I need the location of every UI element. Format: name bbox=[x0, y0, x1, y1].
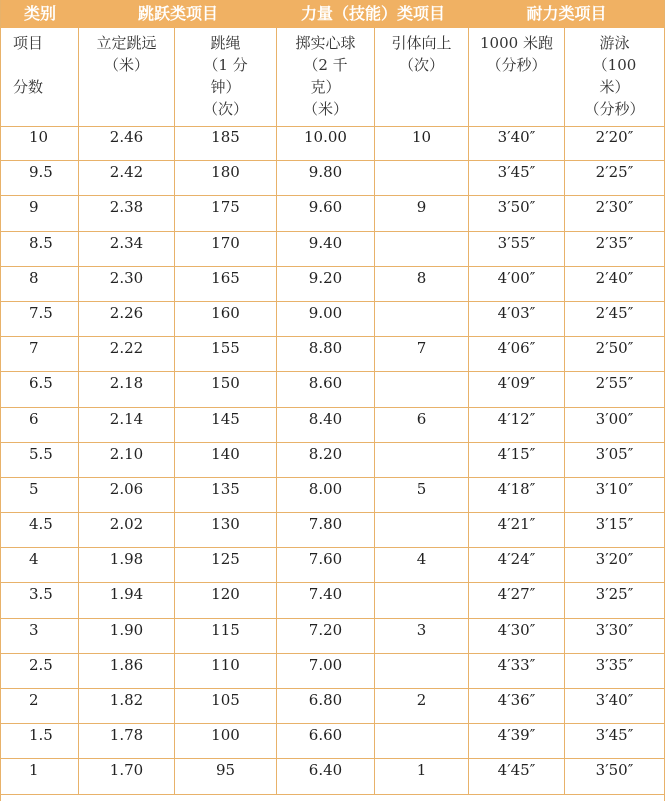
cell-medicine-ball: 6.80 bbox=[277, 689, 375, 723]
cell-1000m-run: 4′33″ bbox=[469, 654, 565, 688]
cell-pull-up: 7 bbox=[375, 337, 469, 371]
header-line: （1 分 bbox=[203, 56, 248, 74]
cell-score: 6 bbox=[1, 408, 79, 442]
cell-rope: 135 bbox=[175, 478, 277, 512]
cell-swim: 3′00″ bbox=[595, 409, 634, 428]
cell-1000m-run: 4′15″ bbox=[469, 443, 565, 477]
cell-swim: 3′25″ bbox=[595, 585, 634, 604]
cell-medicine-ball: 6.40 bbox=[277, 759, 375, 793]
header-line: 钟） bbox=[210, 78, 241, 96]
cell-1000m-run: 4′00″ bbox=[469, 267, 565, 301]
cell-standing-jump: 1.78 bbox=[79, 724, 175, 758]
cell-medicine-ball: 8.80 bbox=[277, 337, 375, 371]
cell-score: 4.5 bbox=[1, 513, 79, 547]
table-row bbox=[1, 654, 664, 689]
cell-swim: 2′40″ bbox=[595, 268, 634, 287]
cell-swim: 2′55″ bbox=[595, 374, 634, 393]
header-line: 掷实心球 bbox=[295, 34, 356, 52]
table-row bbox=[1, 619, 664, 654]
table-row bbox=[1, 478, 664, 513]
cell-pull-up bbox=[375, 724, 469, 758]
cell-swim: 3′35″ bbox=[595, 655, 634, 674]
cell-swim: 3′45″ bbox=[595, 726, 634, 745]
table-row bbox=[1, 232, 664, 267]
cell-rope: 160 bbox=[175, 302, 277, 336]
cell-pull-up bbox=[375, 161, 469, 195]
cell-swim: 3′50″ bbox=[595, 761, 634, 780]
cell-pull-up bbox=[375, 302, 469, 336]
cell-1000m-run: 4′18″ bbox=[469, 478, 565, 512]
cell-score: 5 bbox=[1, 478, 79, 512]
cell-score: 5.5 bbox=[1, 443, 79, 477]
cell-1000m-run: 4′45″ bbox=[469, 759, 565, 793]
cell-standing-jump: 2.02 bbox=[79, 513, 175, 547]
cell-swim: 2′30″ bbox=[595, 198, 634, 217]
header-score-label: 分数 bbox=[13, 78, 44, 96]
column-header-row bbox=[1, 28, 664, 127]
cell-pull-up: 1 bbox=[375, 759, 469, 793]
table-row bbox=[1, 548, 664, 583]
cell-pull-up: 6 bbox=[375, 408, 469, 442]
cell-pull-up bbox=[375, 654, 469, 688]
table-row bbox=[1, 443, 664, 478]
cell-standing-jump: 2.14 bbox=[79, 408, 175, 442]
cell-medicine-ball: 9.20 bbox=[277, 267, 375, 301]
cell-score: 1.5 bbox=[1, 724, 79, 758]
header-line: （分秒） bbox=[584, 100, 645, 118]
table-row bbox=[1, 408, 664, 443]
category-header-row bbox=[1, 0, 664, 28]
cell-score: 2.5 bbox=[1, 654, 79, 688]
header-swimming bbox=[565, 28, 664, 126]
cell-standing-jump: 2.42 bbox=[79, 161, 175, 195]
cell-pull-up bbox=[375, 372, 469, 406]
cell-rope: 95 bbox=[175, 759, 277, 793]
cell-swim: 2′20″ bbox=[595, 128, 634, 146]
cell-1000m-run: 4′03″ bbox=[469, 302, 565, 336]
cell-1000m-run: 4′27″ bbox=[469, 583, 565, 617]
cell-medicine-ball: 7.60 bbox=[277, 548, 375, 582]
cell-1000m-run: 3′45″ bbox=[469, 161, 565, 195]
table-row bbox=[1, 724, 664, 759]
cell-rope: 155 bbox=[175, 337, 277, 371]
cell-medicine-ball: 6.60 bbox=[277, 724, 375, 758]
cell-pull-up bbox=[375, 443, 469, 477]
table-row bbox=[1, 161, 664, 196]
cell-score: 10 bbox=[1, 126, 79, 160]
cell-1000m-run: 3′55″ bbox=[469, 232, 565, 266]
cell-rope: 180 bbox=[175, 161, 277, 195]
cell-pull-up: 4 bbox=[375, 548, 469, 582]
table-row bbox=[1, 126, 664, 161]
header-line: 引体向上 bbox=[391, 34, 452, 52]
cell-rope: 120 bbox=[175, 583, 277, 617]
cell-pull-up: 10 bbox=[375, 126, 469, 160]
cell-swim: 2′35″ bbox=[595, 233, 634, 252]
header-rope-skipping bbox=[175, 28, 277, 126]
cell-1000m-run: 4′24″ bbox=[469, 548, 565, 582]
table-row bbox=[1, 196, 664, 231]
cell-rope: 165 bbox=[175, 267, 277, 301]
cell-standing-jump: 2.26 bbox=[79, 302, 175, 336]
header-line: 立定跳远 bbox=[96, 34, 157, 52]
header-line: 米） bbox=[599, 78, 630, 96]
table-row bbox=[1, 583, 664, 618]
cell-pull-up: 9 bbox=[375, 196, 469, 230]
cell-swim: 2′50″ bbox=[595, 339, 634, 358]
cell-score: 7 bbox=[1, 337, 79, 371]
cell-1000m-run: 3′40″ bbox=[469, 126, 565, 160]
header-pull-up bbox=[375, 28, 469, 126]
category-endurance: 耐力类项目 bbox=[526, 4, 607, 23]
header-line: （分秒） bbox=[486, 56, 547, 74]
cell-rope: 185 bbox=[175, 126, 277, 160]
cell-medicine-ball: 10.00 bbox=[277, 126, 375, 160]
cell-medicine-ball: 9.40 bbox=[277, 232, 375, 266]
cell-medicine-ball: 8.00 bbox=[277, 478, 375, 512]
cell-score: 9.5 bbox=[1, 161, 79, 195]
cell-standing-jump: 1.82 bbox=[79, 689, 175, 723]
cell-standing-jump: 2.22 bbox=[79, 337, 175, 371]
cell-medicine-ball: 8.40 bbox=[277, 408, 375, 442]
header-line: （米） bbox=[103, 56, 149, 74]
cell-swim: 3′20″ bbox=[595, 550, 634, 569]
table-row bbox=[1, 337, 664, 372]
cell-standing-jump: 2.10 bbox=[79, 443, 175, 477]
category-jump: 跳跃类项目 bbox=[137, 4, 218, 23]
header-line: （2 千 bbox=[303, 56, 348, 74]
cell-standing-jump: 1.70 bbox=[79, 759, 175, 793]
cell-score: 2 bbox=[1, 689, 79, 723]
cell-rope: 130 bbox=[175, 513, 277, 547]
cell-score: 1 bbox=[1, 759, 79, 793]
cell-medicine-ball: 7.40 bbox=[277, 583, 375, 617]
cell-pull-up bbox=[375, 232, 469, 266]
cell-score: 3 bbox=[1, 619, 79, 653]
cell-1000m-run: 4′12″ bbox=[469, 408, 565, 442]
table-row bbox=[1, 302, 664, 337]
cell-medicine-ball: 8.20 bbox=[277, 443, 375, 477]
cell-medicine-ball: 9.80 bbox=[277, 161, 375, 195]
cell-standing-jump: 2.06 bbox=[79, 478, 175, 512]
cell-standing-jump: 1.98 bbox=[79, 548, 175, 582]
category-label: 类别 bbox=[23, 4, 56, 23]
cell-pull-up: 3 bbox=[375, 619, 469, 653]
cell-1000m-run: 4′30″ bbox=[469, 619, 565, 653]
cell-rope: 170 bbox=[175, 232, 277, 266]
cell-rope: 100 bbox=[175, 724, 277, 758]
header-item-label: 项目 bbox=[13, 34, 44, 52]
cell-standing-jump: 2.18 bbox=[79, 372, 175, 406]
table-row bbox=[1, 372, 664, 407]
cell-standing-jump: 1.90 bbox=[79, 619, 175, 653]
cell-swim: 3′15″ bbox=[595, 515, 634, 534]
cell-swim: 3′05″ bbox=[595, 444, 634, 463]
header-line: 克） bbox=[310, 78, 341, 96]
cell-swim: 3′10″ bbox=[595, 479, 634, 498]
cell-rope: 125 bbox=[175, 548, 277, 582]
cell-rope: 105 bbox=[175, 689, 277, 723]
cell-pull-up: 2 bbox=[375, 689, 469, 723]
cell-1000m-run: 3′50″ bbox=[469, 196, 565, 230]
cell-medicine-ball: 9.00 bbox=[277, 302, 375, 336]
cell-rope: 175 bbox=[175, 196, 277, 230]
cell-standing-jump: 2.38 bbox=[79, 196, 175, 230]
cell-medicine-ball: 7.00 bbox=[277, 654, 375, 688]
cell-pull-up bbox=[375, 583, 469, 617]
cell-pull-up: 5 bbox=[375, 478, 469, 512]
cell-1000m-run: 4′09″ bbox=[469, 372, 565, 406]
table-row bbox=[1, 759, 664, 794]
header-1000m-run bbox=[469, 28, 565, 126]
header-line: （次） bbox=[202, 100, 248, 118]
header-line: 1000 米跑 bbox=[480, 34, 553, 52]
cell-rope: 110 bbox=[175, 654, 277, 688]
cell-1000m-run: 4′36″ bbox=[469, 689, 565, 723]
cell-score: 8.5 bbox=[1, 232, 79, 266]
cell-medicine-ball: 7.80 bbox=[277, 513, 375, 547]
table-row bbox=[1, 513, 664, 548]
cell-rope: 150 bbox=[175, 372, 277, 406]
cell-score: 4 bbox=[1, 548, 79, 582]
cell-score: 9 bbox=[1, 196, 79, 230]
header-line: （米） bbox=[302, 100, 348, 118]
cell-1000m-run: 4′21″ bbox=[469, 513, 565, 547]
header-line: （次） bbox=[398, 56, 444, 74]
table-body bbox=[1, 126, 664, 795]
cell-score: 3.5 bbox=[1, 583, 79, 617]
cell-standing-jump: 1.86 bbox=[79, 654, 175, 688]
cell-1000m-run: 4′39″ bbox=[469, 724, 565, 758]
cell-1000m-run: 4′06″ bbox=[469, 337, 565, 371]
table-row bbox=[1, 267, 664, 302]
cell-pull-up: 8 bbox=[375, 267, 469, 301]
cell-standing-jump: 2.46 bbox=[79, 126, 175, 160]
cell-score: 8 bbox=[1, 267, 79, 301]
header-standing-jump bbox=[79, 28, 175, 126]
cell-standing-jump: 2.30 bbox=[79, 267, 175, 301]
cell-standing-jump: 2.34 bbox=[79, 232, 175, 266]
cell-score: 6.5 bbox=[1, 372, 79, 406]
header-line: 跳绳 bbox=[210, 34, 241, 52]
cell-rope: 115 bbox=[175, 619, 277, 653]
cell-swim: 2′25″ bbox=[595, 163, 634, 182]
cell-score: 7.5 bbox=[1, 302, 79, 336]
cell-medicine-ball: 9.60 bbox=[277, 196, 375, 230]
cell-medicine-ball: 8.60 bbox=[277, 372, 375, 406]
header-line: 游泳 bbox=[599, 34, 630, 52]
cell-medicine-ball: 7.20 bbox=[277, 619, 375, 653]
cell-swim: 3′30″ bbox=[595, 620, 634, 639]
header-item-score bbox=[1, 28, 79, 126]
header-line: （100 bbox=[592, 56, 637, 74]
cell-swim: 3′40″ bbox=[595, 691, 634, 709]
cell-rope: 145 bbox=[175, 408, 277, 442]
cell-pull-up bbox=[375, 513, 469, 547]
table-row bbox=[1, 689, 664, 724]
category-power: 力量（技能）类项目 bbox=[300, 4, 445, 23]
cell-rope: 140 bbox=[175, 443, 277, 477]
cell-standing-jump: 1.94 bbox=[79, 583, 175, 617]
header-medicine-ball bbox=[277, 28, 375, 126]
cell-swim: 2′45″ bbox=[595, 303, 634, 322]
